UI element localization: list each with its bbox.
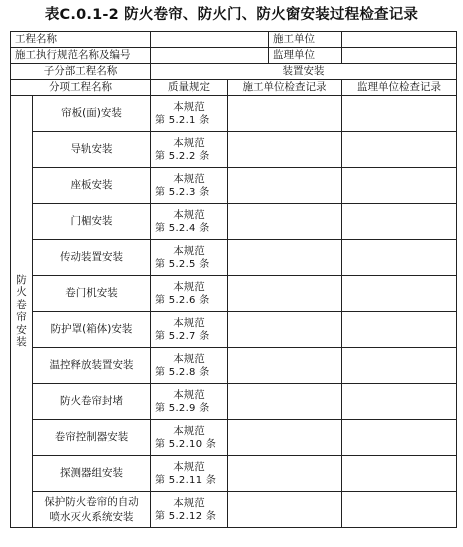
quality-spec: 本规范 <box>173 496 205 509</box>
construction-record-cell[interactable] <box>228 132 342 168</box>
table-row <box>11 96 457 132</box>
quality-spec: 本规范 <box>173 388 205 401</box>
quality-spec: 本规范 <box>173 280 205 293</box>
quality-clause: 第 5.2.5 条 <box>155 258 210 270</box>
supervision-record-cell[interactable] <box>342 348 457 384</box>
construction-record-cell[interactable] <box>228 348 342 384</box>
construction-record-cell[interactable] <box>228 168 342 204</box>
quality-clause: 第 5.2.8 条 <box>155 366 210 378</box>
construction-record-cell[interactable] <box>228 492 342 528</box>
quality-spec: 本规范 <box>173 172 205 185</box>
quality-spec: 本规范 <box>173 100 205 113</box>
spec-row <box>11 48 457 64</box>
quality-cell <box>151 492 228 528</box>
document-title: 表C.0.1-2 防火卷帘、防火门、防火窗安装过程检查记录 <box>44 7 419 23</box>
item-name-line1: 保护防火卷帘的自动 <box>44 495 139 508</box>
quality-spec: 本规范 <box>173 316 205 329</box>
supervision-unit-value <box>342 48 457 64</box>
quality-cell <box>151 132 228 168</box>
item-name: 导轨安装 <box>33 132 151 168</box>
supervision-record-cell[interactable] <box>342 384 457 420</box>
supervision-record-cell[interactable] <box>342 168 457 204</box>
quality-cell <box>151 204 228 240</box>
quality-clause: 第 5.2.12 条 <box>155 510 217 522</box>
quality-cell <box>151 348 228 384</box>
quality-spec: 本规范 <box>173 136 205 149</box>
table-row <box>11 492 457 528</box>
quality-header: 质量规定 <box>151 80 228 96</box>
item-name: 座板安装 <box>33 168 151 204</box>
quality-clause: 第 5.2.11 条 <box>155 474 217 486</box>
spec-value <box>151 48 269 64</box>
project-name-row <box>11 32 457 48</box>
spec-label: 施工执行规范名称及编号 <box>11 48 151 64</box>
quality-cell <box>151 96 228 132</box>
supervision-unit-label: 监理单位 <box>269 48 342 64</box>
supervision-record-cell[interactable] <box>342 132 457 168</box>
supervision-record-cell[interactable] <box>342 312 457 348</box>
item-name: 门楣安装 <box>33 204 151 240</box>
supervision-record-header: 监理单位检查记录 <box>342 80 457 96</box>
quality-spec: 本规范 <box>173 208 205 221</box>
quality-cell <box>151 420 228 456</box>
item-name: 温控释放装置安装 <box>33 348 151 384</box>
quality-clause: 第 5.2.2 条 <box>155 150 210 162</box>
quality-spec: 本规范 <box>173 460 205 473</box>
quality-cell <box>151 456 228 492</box>
table-row <box>11 348 457 384</box>
table-row <box>11 132 457 168</box>
project-name-value <box>151 32 269 48</box>
quality-cell <box>151 240 228 276</box>
construction-record-cell[interactable] <box>228 384 342 420</box>
item-name: 防火卷帘封堵 <box>33 384 151 420</box>
quality-clause: 第 5.2.3 条 <box>155 186 210 198</box>
quality-clause: 第 5.2.7 条 <box>155 330 210 342</box>
table-row <box>11 384 457 420</box>
construction-record-cell[interactable] <box>228 312 342 348</box>
supervision-record-cell[interactable] <box>342 240 457 276</box>
quality-clause: 第 5.2.1 条 <box>155 114 210 126</box>
table-row <box>11 456 457 492</box>
sub-project-value: 装置安装 <box>151 64 457 80</box>
item-name: 卷帘控制器安装 <box>33 420 151 456</box>
construction-record-cell[interactable] <box>228 240 342 276</box>
supervision-record-cell[interactable] <box>342 204 457 240</box>
column-header-row <box>11 80 457 96</box>
item-name: 探测器组安装 <box>33 456 151 492</box>
construction-record-cell[interactable] <box>228 456 342 492</box>
construction-record-cell[interactable] <box>228 96 342 132</box>
item-name: 传动装置安装 <box>33 240 151 276</box>
item-name: 防护罩(箱体)安装 <box>33 312 151 348</box>
supervision-record-cell[interactable] <box>342 96 457 132</box>
sub-project-label: 子分部工程名称 <box>11 64 151 80</box>
quality-spec: 本规范 <box>173 424 205 437</box>
item-project-header: 分项工程名称 <box>11 80 151 96</box>
project-name-label: 工程名称 <box>11 32 151 48</box>
quality-clause: 第 5.2.6 条 <box>155 294 210 306</box>
quality-clause: 第 5.2.10 条 <box>155 438 217 450</box>
construction-unit-label: 施工单位 <box>269 32 342 48</box>
table-row <box>11 204 457 240</box>
supervision-record-cell[interactable] <box>342 420 457 456</box>
inspection-record-table <box>10 31 457 528</box>
group-label-cell <box>11 96 33 528</box>
quality-clause: 第 5.2.9 条 <box>155 402 210 414</box>
quality-clause: 第 5.2.4 条 <box>155 222 210 234</box>
supervision-record-cell[interactable] <box>342 456 457 492</box>
quality-spec: 本规范 <box>173 352 205 365</box>
supervision-record-cell[interactable] <box>342 492 457 528</box>
quality-cell <box>151 276 228 312</box>
quality-spec: 本规范 <box>173 244 205 257</box>
table-row <box>11 240 457 276</box>
construction-record-cell[interactable] <box>228 276 342 312</box>
construction-unit-value <box>342 32 457 48</box>
table-row <box>11 276 457 312</box>
table-row <box>11 420 457 456</box>
item-name-line2: 喷水灭火系统安装 <box>49 510 134 523</box>
group-label: 防火卷帘安装 <box>16 273 27 349</box>
supervision-record-cell[interactable] <box>342 276 457 312</box>
table-row <box>11 312 457 348</box>
item-name <box>33 492 151 528</box>
construction-record-header: 施工单位检查记录 <box>228 80 342 96</box>
quality-cell <box>151 384 228 420</box>
quality-cell <box>151 168 228 204</box>
quality-cell <box>151 312 228 348</box>
construction-record-cell[interactable] <box>228 204 342 240</box>
table-row <box>11 168 457 204</box>
construction-record-cell[interactable] <box>228 420 342 456</box>
item-name: 卷门机安装 <box>33 276 151 312</box>
sub-project-row <box>11 64 457 80</box>
item-name: 帘板(面)安装 <box>33 96 151 132</box>
